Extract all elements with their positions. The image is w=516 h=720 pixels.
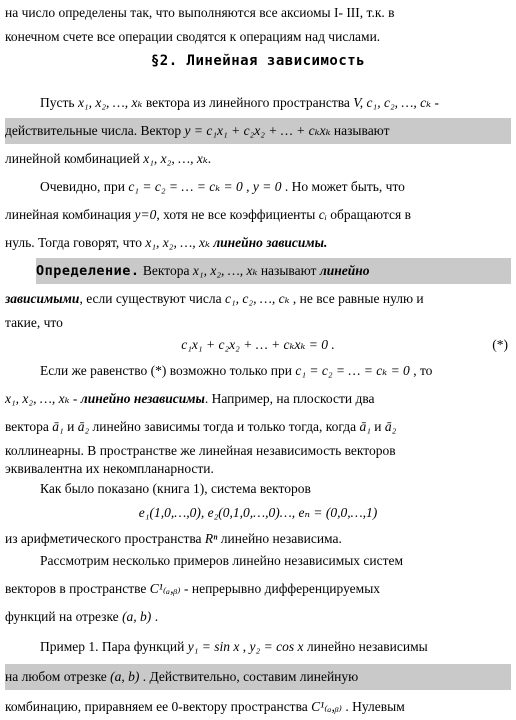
definition-label: Определение. — [36, 263, 140, 279]
section-title: §2. Линейная зависимость — [150, 53, 366, 69]
text-line-8: нуль. Тогда говорят, что x₁, x₂, …, xₖ линейно зависимы. — [5, 235, 328, 250]
text-line-14: вектора ā₁ и ā₂ линейно зависимы тогда и только тогда, когда ā₁ и ā₂ — [5, 419, 397, 434]
text-line-19: Рассмотрим несколько примеров линейно независимых систем — [40, 553, 404, 568]
math-vectors: x₁, x₂, …, xₖ — [77, 95, 143, 110]
definition-line-3: такие, что — [5, 315, 63, 330]
math-space-coeffs: V, c₁, c₂, …, cₖ — [353, 95, 432, 110]
equation-number: (*) — [492, 337, 508, 352]
equation-star: c₁x₁ + c₂x₂ + … + cₖxₖ = 0 . (*) — [0, 332, 516, 358]
text-line-16: эквивалентна их некомпланарности. — [5, 461, 214, 476]
text-line-13: x₁, x₂, …, xₖ - линейно независимы. Например, на плоскости два — [5, 391, 375, 406]
definition-line-1: Определение. Вектора x₁, x₂, …, xₖ называют линейно — [36, 258, 511, 284]
text-line-1: на число определены так, что выполняются все аксиомы I- III, т.к. в — [5, 5, 395, 20]
text-line-17: Как было показано (книга 1), система векторов — [40, 481, 311, 496]
text-line-4: действительные числа. Вектор y = c₁x₁ + c₂x₂ + … + cₖxₖ называют — [5, 118, 511, 144]
math-linear-combination: y = c₁x₁ + c₂x₂ + … + cₖxₖ — [184, 123, 331, 138]
text-line-18: из арифметического пространства Rⁿ линейно независима. — [5, 531, 342, 546]
text-line-20: векторов в пространстве C¹₍ₐ,ᵦ₎ - непрерывно дифференцируемых — [5, 581, 381, 596]
example-line-1: Пример 1. Пара функций y₁ = sin x , y₂ = cos x линейно независимы — [40, 639, 428, 654]
text-line-15: коллинеарны. В пространстве же линейная независимость векторов — [5, 443, 396, 458]
text-line-7: линейная комбинация y=0, хотя не все коэффициенты cᵢ обращаются в — [5, 207, 411, 222]
definition-line-2: зависимыми, если существуют числа c₁, c₂, …, cₖ , не все равные нулю и — [5, 291, 424, 306]
text-line-12: Если же равенство (*) возможно только при c₁ = c₂ = … = cₖ = 0 , то — [40, 363, 433, 378]
equation-basis: e₁(1,0,…,0), e₂(0,1,0,…,0)…, eₙ = (0,0,…,1) — [138, 505, 378, 520]
text-line-6: Очевидно, при c₁ = c₂ = … = cₖ = 0 , y = 0 . Но может быть, что — [40, 179, 405, 194]
term-linearly-dependent: линейно зависимы. — [209, 235, 328, 250]
example-line-2: на любом отрезке (a, b) . Действительно, составим линейную — [5, 664, 511, 690]
term-linearly-independent: линейно независимы — [80, 391, 205, 406]
text-line-2: конечном счете все операции сводятся к операциям над числами. — [5, 29, 381, 44]
text-line-21: функций на отрезке (a, b) . — [5, 609, 159, 624]
text-line-3: Пусть x₁, x₂, …, xₖ вектора из линейного пространства V, c₁, c₂, …, cₖ - — [40, 95, 439, 110]
example-line-3: комбинацию, приравняем ее 0-вектору пространства C¹₍ₐ,ᵦ₎ . Нулевым — [5, 699, 405, 714]
text-line-5: линейной комбинацией x₁, x₂, …, xₖ. — [5, 151, 212, 166]
